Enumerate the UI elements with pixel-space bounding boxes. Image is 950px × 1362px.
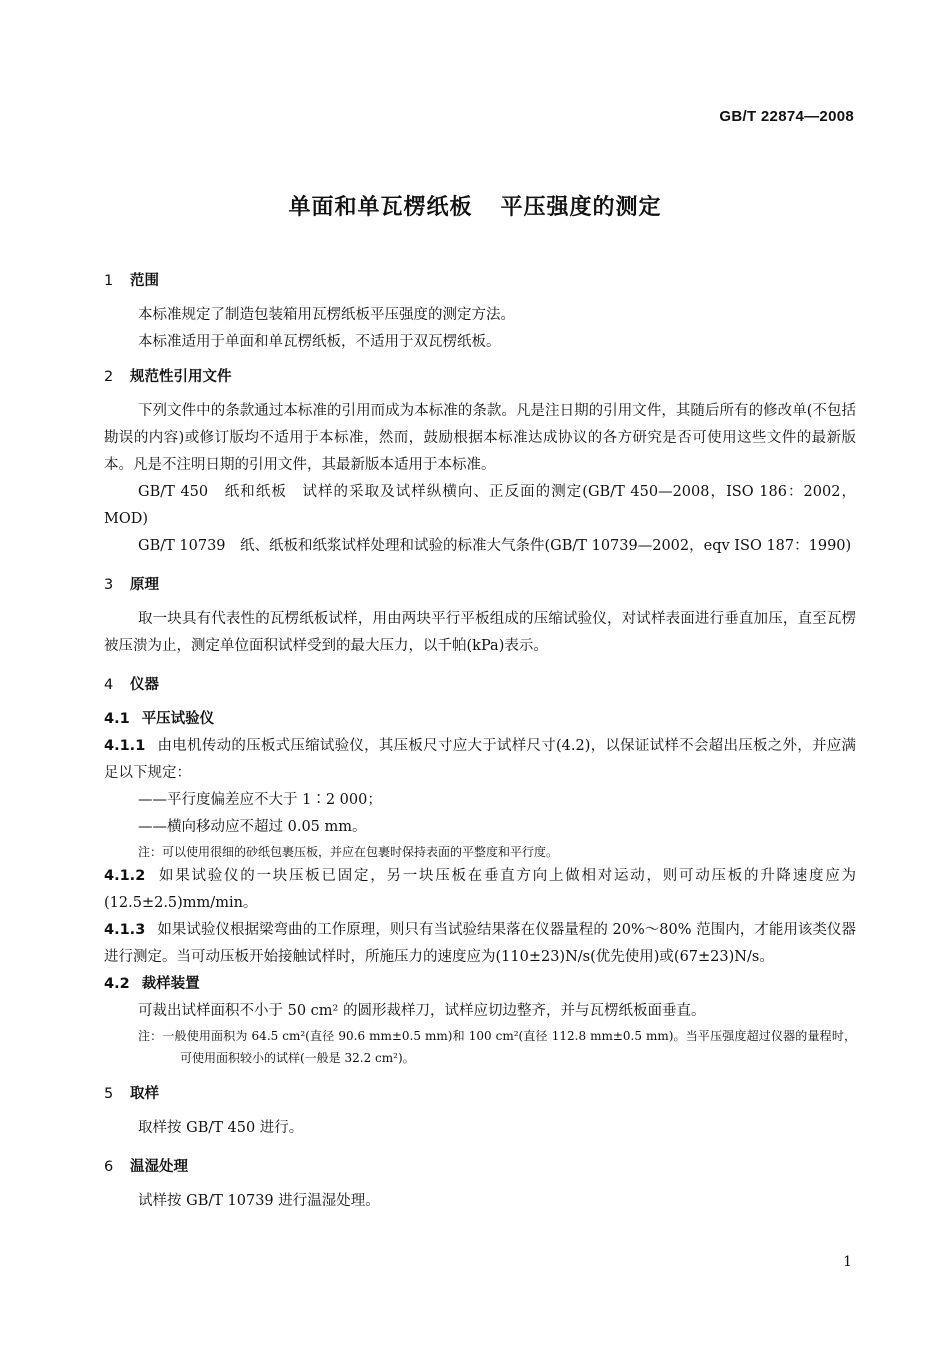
section-1-heading: [104, 266, 856, 296]
subsection-title: 裁样装置: [141, 976, 200, 992]
clause-text: 如果试验仪的一块压板已固定，另一块压板在垂直方向上做相对运动，则可动压板的升降速度应为(12.5±2.5)mm/min。: [104, 868, 856, 911]
document-title: [0, 190, 950, 221]
requirement-item-1: ——平行度偏差应不大于 1∶2 000；: [138, 792, 382, 808]
section-3-heading: [104, 570, 856, 600]
clause-number: 4.1.2: [104, 868, 146, 884]
normative-reference-1: GB/T 450 纸和纸板 试样的采取及试样纵横向、正反面的测定(GB/T 450—2008，ISO 186：2002，MOD): [104, 484, 856, 527]
subsection-4-2-paragraph: 可裁出试样面积不小于 50 cm² 的圆形裁样刀，试样应切边整齐，并与瓦楞纸板面垂直。: [138, 1003, 706, 1019]
requirement-item-2: ——横向移动应不超过 0.05 mm。: [138, 819, 367, 835]
section-2-heading: [104, 362, 856, 392]
section-title: 规范性引用文件: [130, 369, 232, 385]
section-1-paragraph-1: 本标准规定了制造包装箱用瓦楞纸板平压强度的测定方法。: [138, 307, 515, 323]
note-2: 注：一般使用面积为 64.5 cm²(直径 90.6 mm±0.5 mm)和 100 cm²(直径 112.8 mm±0.5 mm)。当平压强度超过仪器的量程时，可使用面积较小的试样(一般是 32.2 cm²)。: [138, 1029, 856, 1065]
clause-4-1-1: [104, 733, 856, 787]
section-5-heading: [104, 1079, 856, 1109]
clause-number: 4.1.1: [104, 738, 146, 754]
clause-text: 如果试验仪根据梁弯曲的工作原理，则只有当试验结果落在仪器量程的 20%～80% 范围内，才能用该类仪器进行测定。当可动压板开始接触试样时，所施压力的速度应为(110±23)N/s(优先使用)或(67±23)N/s。: [104, 922, 856, 965]
title-part-1: 单面和单瓦楞纸板: [288, 195, 473, 220]
section-4-heading: [104, 670, 856, 700]
section-number: 2: [104, 369, 114, 385]
subsection-title: 平压试验仪: [141, 711, 215, 727]
section-number: 3: [104, 577, 114, 593]
section-title: 取样: [130, 1086, 159, 1102]
document-body: [104, 266, 856, 1215]
subsection-4-1-heading: [104, 706, 856, 733]
section-number: 5: [104, 1086, 114, 1102]
note-1: 注：可以使用很细的砂纸包裹压板，并应在包裹时保持表面的平整度和平行度。: [138, 845, 559, 859]
clause-number: 4.1.3: [104, 922, 146, 938]
normative-reference-2: GB/T 10739 纸、纸板和纸浆试样处理和试验的标准大气条件(GB/T 10739—2002，eqv ISO 187：1990): [138, 538, 852, 554]
section-2-paragraph: 下列文件中的条款通过本标准的引用而成为本标准的条款。凡是注日期的引用文件，其随后所有的修改单(不包括勘误的内容)或修订版均不适用于本标准，然而，鼓励根据本标准达成协议的各方研究是否可使用这些文件的最新版本。凡是不注明日期的引用文件，其最新版本适用于本标准。: [104, 403, 856, 473]
section-number: 6: [104, 1159, 114, 1175]
section-6-heading: [104, 1152, 856, 1182]
subsection-4-2-heading: [104, 971, 856, 998]
section-title: 范围: [130, 273, 159, 289]
subsection-number: 4.1: [104, 711, 130, 727]
clause-text: 由电机传动的压板式压缩试验仪，其压板尺寸应大于试样尺寸(4.2)，以保证试样不会超出压板之外，并应满足以下规定：: [104, 738, 856, 781]
section-6-paragraph: 试样按 GB/T 10739 进行温湿处理。: [138, 1193, 380, 1209]
page-number: 1: [843, 1254, 852, 1270]
title-part-2: 平压强度的测定: [500, 195, 662, 220]
clause-4-1-2: [104, 863, 856, 917]
section-5-paragraph: 取样按 GB/T 450 进行。: [138, 1120, 304, 1136]
section-title: 温湿处理: [130, 1159, 188, 1175]
section-title: 仪器: [130, 677, 159, 693]
section-number: 1: [104, 273, 114, 289]
standard-code: GB/T 22874—2008: [719, 108, 854, 125]
clause-4-1-3: [104, 917, 856, 971]
section-1-paragraph-2: 本标准适用于单面和单瓦楞纸板，不适用于双瓦楞纸板。: [138, 334, 501, 350]
section-3-paragraph: 取一块具有代表性的瓦楞纸板试样，用由两块平行平板组成的压缩试验仪，对试样表面进行垂直加压，直至瓦楞被压溃为止，测定单位面积试样受到的最大压力，以千帕(kPa)表示。: [104, 611, 856, 654]
section-title: 原理: [130, 577, 159, 593]
subsection-number: 4.2: [104, 976, 130, 992]
section-number: 4: [104, 677, 114, 693]
